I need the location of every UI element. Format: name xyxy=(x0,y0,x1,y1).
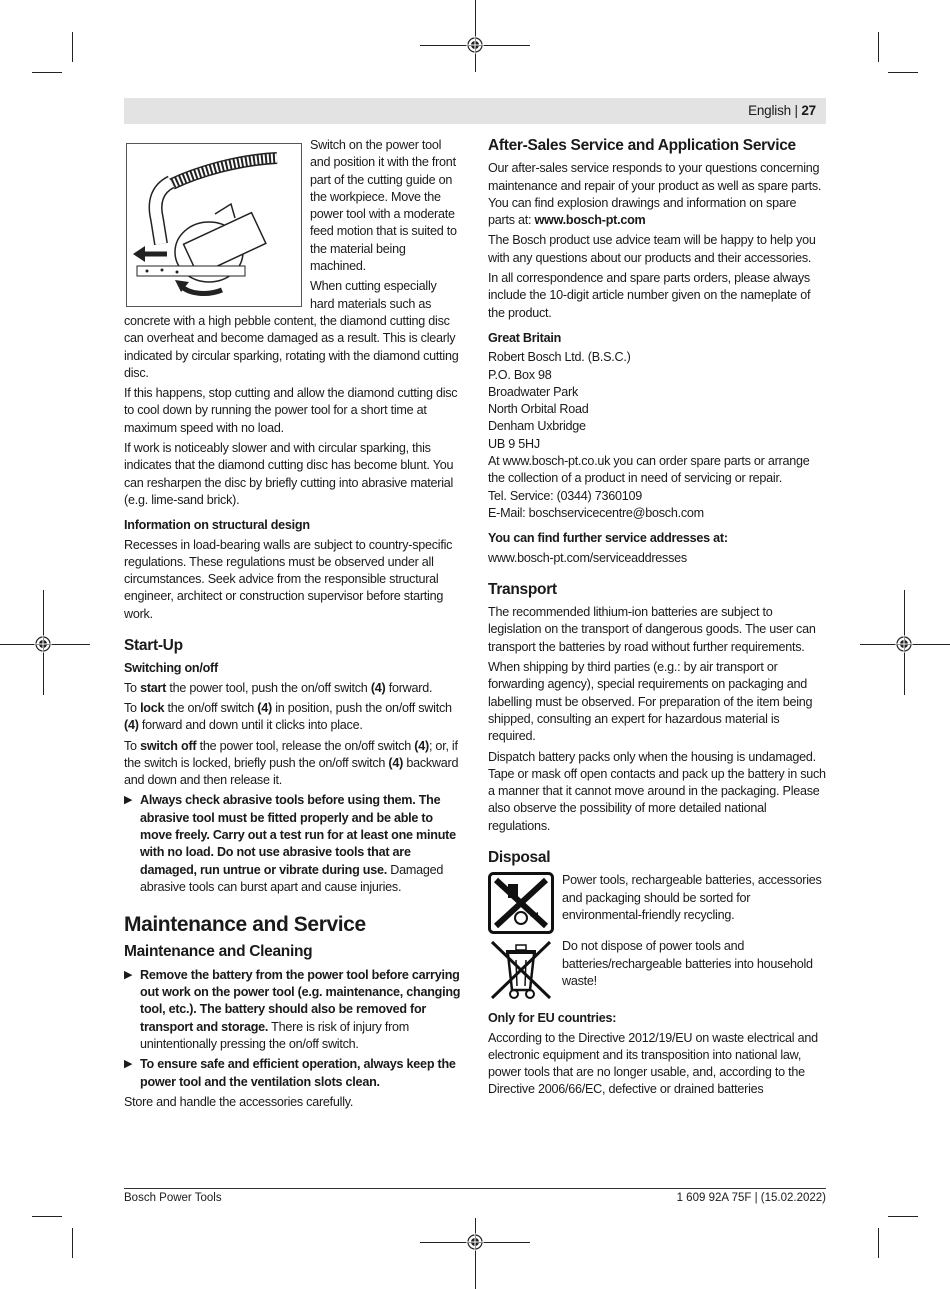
registration-mark-icon xyxy=(895,635,913,653)
bin-row xyxy=(488,938,826,1000)
recycling-sort-icon xyxy=(488,872,554,934)
shipping-paragraph: When shipping by third parties (e.g.: by air transport or forwarding agency), special requirements on packaging and labelling must be observed. For preparation of the item being shipped, consulting an expert for hazardous material is required. xyxy=(488,660,813,744)
registration-mark-icon xyxy=(466,36,484,54)
service-addresses-link[interactable]: www.bosch-pt.com/serviceaddresses xyxy=(488,550,687,565)
cooldown-paragraph: If this happens, stop cutting and allow the diamond cutting disc to cool down by running the power tool for a short time at maximum speed with no load. xyxy=(124,386,458,435)
maintenance-service-heading: Maintenance and Service xyxy=(124,913,366,937)
aftersales-heading: After-Sales Service and Application Service xyxy=(488,137,796,154)
crossed-bin-icon xyxy=(488,938,554,1000)
address-line: Broadwater Park xyxy=(488,384,579,399)
crop-mark xyxy=(878,1228,879,1258)
registration-mark-icon xyxy=(34,635,52,653)
warning-keep-clean: ▶ To ensure safe and efficient operation, always keep the power tool and the ventilation slots clean. xyxy=(124,1057,456,1089)
disposal-heading: Disposal xyxy=(488,848,551,866)
transport-heading: Transport xyxy=(488,580,557,598)
gb-heading: Great Britain xyxy=(488,330,562,345)
crop-mark xyxy=(72,1228,73,1258)
store-paragraph: Store and handle the accessories carefully. xyxy=(124,1094,354,1109)
further-addresses-heading: You can find further service addresses at: xyxy=(488,531,728,546)
startup-heading: Start-Up xyxy=(124,637,183,655)
crop-mark xyxy=(32,72,62,73)
dispatch-paragraph: Dispatch battery packs only when the housing is undamaged. Tape or mask off open contacts and pack up the battery in such a manner that it cannot move around in the packaging. Please also observe the possibility of more detailed national regulations. xyxy=(488,749,826,833)
gb-address xyxy=(488,349,826,522)
lock-instruction: To lock the on/off switch (4) in position, push the on/off switch (4) forward and down until it clicks into place. xyxy=(124,700,452,733)
address-line: P.O. Box 98 xyxy=(488,367,552,382)
eu-paragraph: According to the Directive 2012/19/EU on waste electrical and electronic equipment and its transposition into national law, power tools that are no longer usable, and, according to the Directive 2006/66/EC, defective or drained batteries xyxy=(488,1030,818,1097)
aftersales-paragraph: Our after-sales service responds to your questions concerning maintenance and repair of your product as well as spare parts. You can find explosion drawings and information on spare parts at: www.bosch-pt.com xyxy=(488,161,822,228)
crop-mark xyxy=(72,32,73,62)
household-waste-text: Do not dispose of power tools and batteries/rechargeable batteries into household waste! xyxy=(562,939,813,988)
footer-divider xyxy=(124,1188,826,1189)
page-number: 27 xyxy=(801,103,816,118)
right-column xyxy=(488,137,826,1102)
address-line: Robert Bosch Ltd. (B.S.C.) xyxy=(488,350,631,365)
recycling-text: Power tools, rechargeable batteries, accessories and packaging should be sorted for environmental-friendly recycling. xyxy=(562,873,822,922)
cutting-illustration xyxy=(126,143,302,307)
warning-abrasive-check: ▶ Always check abrasive tools before using them. The abrasive tool must be fitted properly and be able to move freely. Carry out a test run for at least one minute with no load. Do not use abrasive tools that are damaged, run untrue or vibrate during use. Damaged abrasive tools can burst apart and cause injuries. xyxy=(124,793,456,894)
intro-paragraph: Switch on the power tool and position it with the front part of the cutting guide on the workpiece. Move the power tool with a moderate feed motion that is suited to the material being machined. xyxy=(310,138,457,274)
bullet-arrow-icon: ▶ xyxy=(124,1058,133,1071)
blunt-paragraph: If work is noticeably slower and with circular sparking, this indicates that the diamond cutting disc has become blunt. You can resharpen the disc by briefly cutting into abrasive material (e.g. lime-sand brick). xyxy=(124,441,454,507)
crop-mark xyxy=(475,1218,476,1289)
transport-paragraph: The recommended lithium-ion batteries are subject to legislation on the transport of dangerous goods. The user can transport the batteries by road without further requirements. xyxy=(488,605,816,654)
header-language: English xyxy=(748,103,791,118)
switching-heading: Switching on/off xyxy=(124,661,218,676)
header-text: English | 27 xyxy=(748,103,816,118)
eu-heading: Only for EU countries: xyxy=(488,1011,617,1026)
crop-mark xyxy=(888,72,918,73)
crop-mark xyxy=(888,1216,918,1217)
footer-brand: Bosch Power Tools xyxy=(124,1192,222,1204)
gb-order-text: At www.bosch-pt.co.uk you can order spare parts or arrange the collection of a product in need of servicing or repair. xyxy=(488,454,810,486)
switch-off-instruction: To switch off the power tool, release the on/off switch (4); or, if the switch is locked, briefly push the on/off switch (4) backward and down and then release it. xyxy=(124,738,459,788)
warning-remove-battery: ▶ Remove the battery from the power tool before carrying out work on the power tool (e.g. maintenance, changing tool, etc.). The battery should also be removed for transport and storage. There is risk of injury from unintentionally pressing the on/off switch. xyxy=(124,967,461,1051)
address-line: UB 9 5HJ xyxy=(488,436,540,451)
maintenance-cleaning-heading: Maintenance and Cleaning xyxy=(124,943,313,961)
tel-service: Tel. Service: (0344) 7360109 xyxy=(488,488,643,503)
advice-paragraph: The Bosch product use advice team will be happy to help you with any questions about our products and their accessories. xyxy=(488,233,816,265)
overheat-paragraph: When cutting especially hard materials such as concrete with a high pebble content, the diamond cutting disc can overheat and become damaged as a result. This is clearly indicated by circular sparking, rotating with the diamond cutting disc. xyxy=(124,279,459,380)
structural-paragraph: Recesses in load-bearing walls are subject to country-specific regulations. These regulations must be observed under all circumstances. Seek advice from the responsible structural engineer, architect or construction supervisor before starting work. xyxy=(124,537,453,621)
left-column xyxy=(124,137,461,1114)
bosch-link[interactable]: www.bosch-pt.com xyxy=(534,213,646,228)
registration-mark-icon xyxy=(466,1233,484,1251)
crop-mark xyxy=(32,1216,62,1217)
bullet-arrow-icon: ▶ xyxy=(124,794,133,807)
footer-doc-number: 1 609 92A 75F | (15.02.2022) xyxy=(676,1192,826,1204)
bullet-arrow-icon: ▶ xyxy=(124,968,133,981)
article-number-paragraph: In all correspondence and spare parts orders, please always include the 10-digit article number given on the nameplate of the product. xyxy=(488,271,811,320)
recycling-row xyxy=(488,872,826,934)
address-line: North Orbital Road xyxy=(488,402,589,417)
address-line: Denham Uxbridge xyxy=(488,419,586,434)
start-instruction: To start the power tool, push the on/off switch (4) forward. xyxy=(124,680,433,695)
email-service: E-Mail: boschservicecentre@bosch.com xyxy=(488,505,704,520)
structural-heading: Information on structural design xyxy=(124,518,310,533)
crop-mark xyxy=(878,32,879,62)
page-header xyxy=(124,98,826,124)
